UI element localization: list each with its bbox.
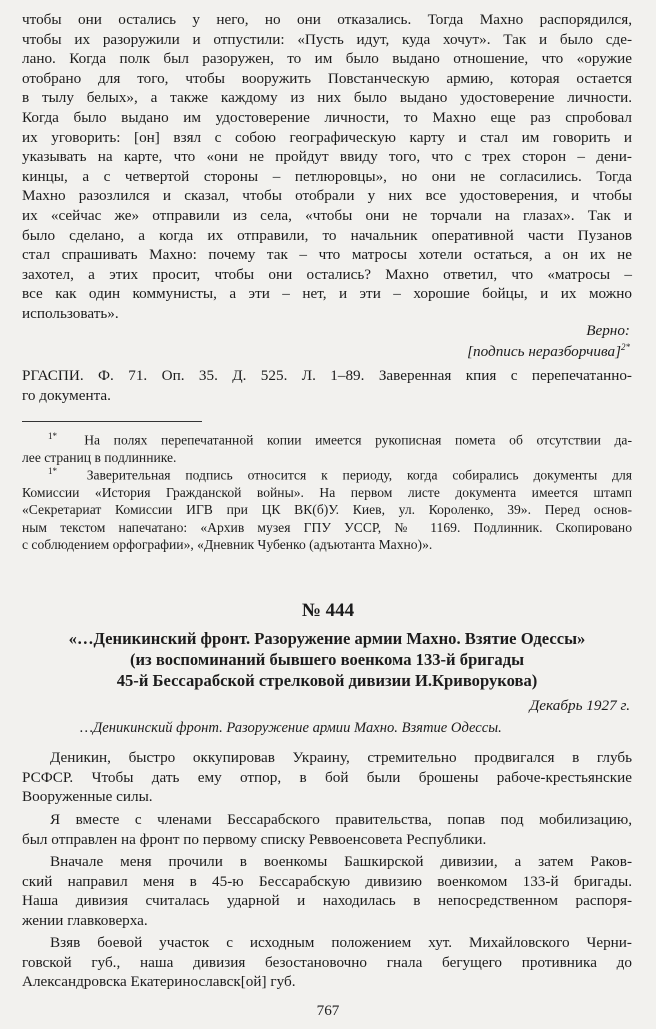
source-line: го документа. <box>22 386 111 404</box>
text-line: кинцы, а с четвертой стороны – петлюровцы», но они не согласились. Тогда <box>22 167 632 185</box>
footnote-mark: 1* <box>48 431 57 441</box>
text-line: их «сейчас же» отправили из села, «чтобы они не торчали на глазах». Так и <box>22 206 632 224</box>
body-paragraph-1 <box>22 748 632 807</box>
text-line: Когда было выдано им удостоверение личности, то Махно еще раз спробовал <box>22 108 632 126</box>
footnote-1 <box>22 428 632 466</box>
continuation-paragraph <box>22 10 632 324</box>
body-paragraph-2 <box>22 810 632 849</box>
document-date: Декабрь 1927 г. <box>529 697 630 714</box>
footnote-line: ным текстом напечатано: «Архив музея ГПУ УССР, № 1169. Подлинник. Скопировано <box>22 519 632 535</box>
text-line: чтобы они остались у него, но они отказались. Тогда Махно распорядился, <box>22 11 632 28</box>
text-line: Вооруженные силы. <box>22 788 153 806</box>
text-line: жении главковерха. <box>22 911 148 929</box>
text-line: отобрано для того, чтобы вооружить Повстанческую армию, которая остается <box>22 69 632 87</box>
body-paragraph-3 <box>22 852 632 930</box>
text-line: Александровска Екатеринославск[ой] губ. <box>22 973 296 991</box>
footnote-mark: 1* <box>48 466 57 476</box>
title-line: «…Деникинский фронт. Разоружение армии Махно. Взятие Одессы» <box>68 629 586 648</box>
title-line: (из воспоминаний бывшего военкома 133-й бригады <box>129 650 525 669</box>
text-line: указывать на карте, что «они не пройдут ввиду того, что с трех сторон – дени- <box>22 148 632 166</box>
text-line: РСФСР. Чтобы дать ему отпор, в бой были брошены рабоче-крестьянские <box>22 768 632 786</box>
text-line: захотел, а этих просит, чтобы они остались? Махно ответил, что «матросы – <box>22 265 632 283</box>
archival-source <box>22 366 632 405</box>
signature-footnote-mark: 2* <box>621 342 630 352</box>
certification-verno: Верно: <box>586 322 630 339</box>
text-line: говской губ., наша дивизия безостановочно гнала бегущего противника до <box>22 953 632 971</box>
text-line: был отправлен на фронт по первому списку Реввоенсовета Республики. <box>22 830 487 848</box>
body-paragraph-4 <box>22 933 632 992</box>
text-line: стал спрашивать Махно: почему так – что матросы хотели остаться, а он их не <box>22 246 632 264</box>
page-number: 767 <box>316 1002 340 1019</box>
text-line: Махно разозлился и сказал, чтобы отобрали у них все удостоверения, и чтобы <box>22 187 632 205</box>
document-title <box>22 628 632 691</box>
text-line: лано. Когда полк был разоружен, то им было выдано отношение, что «оружие <box>22 50 632 68</box>
footnote-line <box>22 428 632 449</box>
footnote-line: лее страниц в подлиннике. <box>22 449 177 465</box>
text-line: ский направил меня в 45-ю Бессарабскую дивизию военкомом 133-й бригады. <box>22 872 632 890</box>
footnote-text: Заверительная подпись относится к периоду, когда собирались документы для <box>86 467 632 483</box>
text-line: Вначале меня прочили в военкомы Башкирской дивизии, а затем Раков- <box>50 853 632 870</box>
title-line: 45-й Бессарабской стрелковой дивизии И.Криворукова) <box>116 671 538 690</box>
footnote-text: На полях перепечатанной копии имеется рукописная помета об отсутствии да- <box>84 432 632 448</box>
text-line: Деникин, быстро оккупировав Украину, стремительно продвигался в глубь <box>50 749 632 766</box>
text-line: все как один коммунисты, а эти – нет, и эти – хорошие бойцы, и их можно <box>22 285 632 303</box>
text-line: Наша дивизия считалась ударной и находилась в непосредственном распоря- <box>22 892 632 910</box>
text-line: было сделано, а когда их отправили, то начальник оперативной части Пузанов <box>22 226 632 244</box>
document-number: № 444 <box>301 600 355 621</box>
certification-signature <box>467 342 630 361</box>
footnote-line: «Секретариат Комиссии ИГВ при ЦК ВК(б)У. Киев, ул. Короленко, 39». Перед основ- <box>22 502 632 518</box>
text-line: в тылу белых», а также каждому из них было выдано удостоверение личности. <box>22 89 632 107</box>
footnote-divider <box>22 421 202 422</box>
footnote-2 <box>22 463 632 554</box>
text-line: их уговорить: [он] взял с собою географическую карту и стал им говорить и <box>22 128 632 146</box>
epigraph: …Деникинский фронт. Разоружение армии Махно. Взятие Одессы. <box>80 720 502 736</box>
text-line: Взяв боевой участок с исходным положением хут. Михайловского Черни- <box>50 934 632 951</box>
text-line: чтобы их разоружили и отпустили: «Пусть идут, куда хочут». Так и было сде- <box>22 30 632 48</box>
footnote-line: Комиссии «История Гражданской войны». На первом листе документа имеется штамп <box>22 484 632 500</box>
footnote-line <box>22 463 632 484</box>
footnote-line: с соблюдением орфографии», «Дневник Чубенко (адъютанта Махно)». <box>22 537 433 553</box>
signature-text: [подпись неразборчива] <box>467 343 621 361</box>
text-line: использовать». <box>22 304 119 322</box>
source-line: РГАСПИ. Ф. 71. Оп. 35. Д. 525. Л. 1–89. Заверенная кпия с перепечатанно- <box>22 367 632 384</box>
text-line: Я вместе с членами Бессарабского правительства, попав под мобилизацию, <box>50 811 632 828</box>
